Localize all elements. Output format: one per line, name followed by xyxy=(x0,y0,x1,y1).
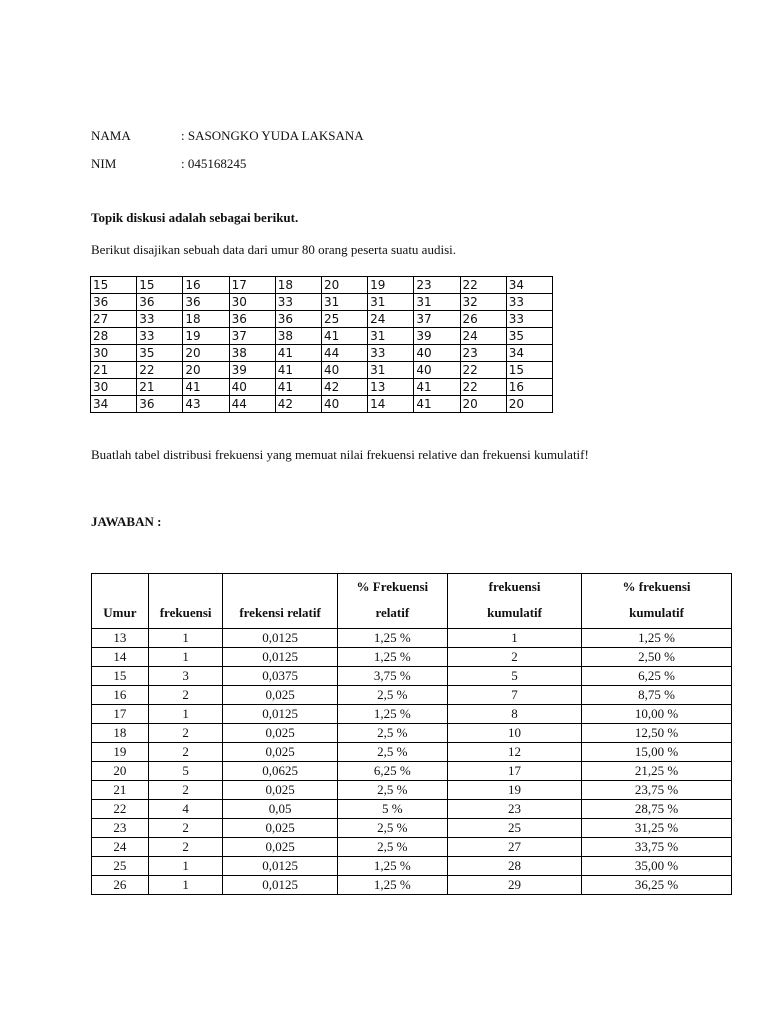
data-cell: 23 xyxy=(460,345,506,362)
table-row xyxy=(92,781,732,800)
frekuensi-cell: 4 xyxy=(148,800,223,819)
data-cell: 16 xyxy=(506,379,552,396)
umur-cell: 21 xyxy=(92,781,149,800)
data-cell: 27 xyxy=(91,311,137,328)
data-cell: 18 xyxy=(275,277,321,294)
data-cell: 37 xyxy=(414,311,460,328)
pct-relatif-cell: 2,5 % xyxy=(337,838,447,857)
pct-relatif-cell: 5 % xyxy=(337,800,447,819)
header-pct-kumulatif-line2: kumulatif xyxy=(629,605,684,620)
data-cell: 17 xyxy=(229,277,275,294)
data-cell: 34 xyxy=(91,396,137,413)
frekuensi-cell: 2 xyxy=(148,838,223,857)
pct-kumulatif-cell: 36,25 % xyxy=(582,876,732,895)
umur-cell: 25 xyxy=(92,857,149,876)
data-cell: 34 xyxy=(506,277,552,294)
data-cell: 33 xyxy=(275,294,321,311)
data-cell: 31 xyxy=(414,294,460,311)
data-cell: 36 xyxy=(91,294,137,311)
pct-relatif-cell: 1,25 % xyxy=(337,876,447,895)
relatif-cell: 0,0125 xyxy=(223,876,337,895)
relatif-cell: 0,0625 xyxy=(223,762,337,781)
pct-relatif-cell: 2,5 % xyxy=(337,781,447,800)
table-row xyxy=(92,800,732,819)
data-cell: 33 xyxy=(368,345,414,362)
pct-kumulatif-cell: 15,00 % xyxy=(582,743,732,762)
topic-heading: Topik diskusi adalah sebagai berikut. xyxy=(91,210,299,225)
frekuensi-cell: 2 xyxy=(148,781,223,800)
umur-cell: 26 xyxy=(92,876,149,895)
table-row xyxy=(92,857,732,876)
data-cell: 33 xyxy=(506,294,552,311)
data-cell: 32 xyxy=(460,294,506,311)
pct-kumulatif-cell: 10,00 % xyxy=(582,705,732,724)
frekuensi-cell: 3 xyxy=(148,667,223,686)
data-cell: 38 xyxy=(229,345,275,362)
data-cell: 19 xyxy=(183,328,229,345)
kumulatif-cell: 12 xyxy=(448,743,582,762)
kumulatif-cell: 7 xyxy=(448,686,582,705)
data-cell: 16 xyxy=(183,277,229,294)
data-cell: 34 xyxy=(506,345,552,362)
raw-data-table xyxy=(90,276,553,413)
header-pct-relatif xyxy=(337,574,447,629)
kumulatif-cell: 27 xyxy=(448,838,582,857)
frekuensi-cell: 1 xyxy=(148,629,223,648)
header-kumulatif-line1: frekuensi xyxy=(488,579,541,594)
instruction-text: Buatlah tabel distribusi frekuensi yang memuat nilai frekuensi relative dan frekuensi kumulatif! xyxy=(91,447,589,462)
data-cell: 13 xyxy=(368,379,414,396)
frekuensi-cell: 2 xyxy=(148,686,223,705)
intro-text: Berikut disajikan sebuah data dari umur 80 orang peserta suatu audisi. xyxy=(91,242,456,257)
data-cell: 40 xyxy=(321,396,367,413)
pct-relatif-cell: 2,5 % xyxy=(337,686,447,705)
data-cell: 23 xyxy=(414,277,460,294)
pct-relatif-cell: 2,5 % xyxy=(337,743,447,762)
data-cell: 42 xyxy=(275,396,321,413)
data-cell: 30 xyxy=(91,379,137,396)
data-cell: 20 xyxy=(183,345,229,362)
relatif-cell: 0,025 xyxy=(223,781,337,800)
data-cell: 22 xyxy=(460,277,506,294)
data-cell: 44 xyxy=(229,396,275,413)
data-cell: 33 xyxy=(137,328,183,345)
kumulatif-cell: 8 xyxy=(448,705,582,724)
pct-relatif-cell: 3,75 % xyxy=(337,667,447,686)
frekuensi-cell: 2 xyxy=(148,819,223,838)
data-cell: 25 xyxy=(321,311,367,328)
freq-header-row xyxy=(92,574,732,629)
jawaban-label: JAWABAN : xyxy=(91,514,162,529)
pct-kumulatif-cell: 33,75 % xyxy=(582,838,732,857)
frequency-distribution-table xyxy=(91,573,732,895)
frekuensi-cell: 2 xyxy=(148,724,223,743)
table-row xyxy=(92,838,732,857)
data-cell: 35 xyxy=(137,345,183,362)
data-cell: 30 xyxy=(91,345,137,362)
pct-kumulatif-cell: 8,75 % xyxy=(582,686,732,705)
relatif-cell: 0,0125 xyxy=(223,705,337,724)
table-row xyxy=(92,667,732,686)
data-row xyxy=(91,362,553,379)
pct-kumulatif-cell: 6,25 % xyxy=(582,667,732,686)
table-row xyxy=(92,686,732,705)
relatif-cell: 0,025 xyxy=(223,838,337,857)
data-cell: 18 xyxy=(183,311,229,328)
table-row xyxy=(92,724,732,743)
data-cell: 24 xyxy=(460,328,506,345)
data-cell: 14 xyxy=(368,396,414,413)
nim-value: : 045168245 xyxy=(181,156,247,171)
data-cell: 22 xyxy=(460,379,506,396)
pct-relatif-cell: 2,5 % xyxy=(337,819,447,838)
pct-kumulatif-cell: 35,00 % xyxy=(582,857,732,876)
umur-cell: 22 xyxy=(92,800,149,819)
data-cell: 43 xyxy=(183,396,229,413)
header-pct-relatif-line2: relatif xyxy=(375,605,410,620)
frekuensi-cell: 2 xyxy=(148,743,223,762)
data-cell: 31 xyxy=(368,328,414,345)
data-row xyxy=(91,328,553,345)
data-row xyxy=(91,345,553,362)
kumulatif-cell: 1 xyxy=(448,629,582,648)
relatif-cell: 0,0125 xyxy=(223,857,337,876)
table-row xyxy=(92,876,732,895)
data-cell: 41 xyxy=(414,379,460,396)
kumulatif-cell: 23 xyxy=(448,800,582,819)
data-cell: 21 xyxy=(137,379,183,396)
frekuensi-cell: 1 xyxy=(148,705,223,724)
kumulatif-cell: 28 xyxy=(448,857,582,876)
data-cell: 19 xyxy=(368,277,414,294)
data-cell: 36 xyxy=(137,396,183,413)
pct-relatif-cell: 1,25 % xyxy=(337,857,447,876)
data-cell: 33 xyxy=(506,311,552,328)
data-cell: 41 xyxy=(275,362,321,379)
relatif-cell: 0,0125 xyxy=(223,648,337,667)
data-cell: 44 xyxy=(321,345,367,362)
nim-line xyxy=(91,156,246,172)
relatif-cell: 0,0125 xyxy=(223,629,337,648)
data-cell: 21 xyxy=(91,362,137,379)
kumulatif-cell: 29 xyxy=(448,876,582,895)
table-row xyxy=(92,705,732,724)
data-cell: 22 xyxy=(460,362,506,379)
data-cell: 40 xyxy=(414,345,460,362)
nama-label: NAMA xyxy=(91,128,131,143)
data-cell: 15 xyxy=(137,277,183,294)
nim-label: NIM xyxy=(91,156,117,171)
data-cell: 24 xyxy=(368,311,414,328)
relatif-cell: 0,025 xyxy=(223,819,337,838)
data-row xyxy=(91,294,553,311)
pct-kumulatif-cell: 2,50 % xyxy=(582,648,732,667)
data-cell: 31 xyxy=(368,294,414,311)
kumulatif-cell: 5 xyxy=(448,667,582,686)
table-row xyxy=(92,743,732,762)
umur-cell: 13 xyxy=(92,629,149,648)
data-cell: 42 xyxy=(321,379,367,396)
data-cell: 40 xyxy=(321,362,367,379)
data-cell: 33 xyxy=(137,311,183,328)
data-cell: 37 xyxy=(229,328,275,345)
data-cell: 41 xyxy=(321,328,367,345)
pct-kumulatif-cell: 1,25 % xyxy=(582,629,732,648)
frekuensi-cell: 1 xyxy=(148,857,223,876)
umur-cell: 19 xyxy=(92,743,149,762)
umur-cell: 24 xyxy=(92,838,149,857)
header-frekuensi-relatif: frekensi relatif xyxy=(223,574,337,629)
data-cell: 36 xyxy=(183,294,229,311)
kumulatif-cell: 25 xyxy=(448,819,582,838)
data-cell: 20 xyxy=(321,277,367,294)
table-row xyxy=(92,648,732,667)
umur-cell: 14 xyxy=(92,648,149,667)
header-pct-relatif-line1: % Frekuensi xyxy=(356,579,429,594)
data-cell: 26 xyxy=(460,311,506,328)
data-cell: 36 xyxy=(137,294,183,311)
header-umur: Umur xyxy=(92,574,149,629)
relatif-cell: 0,05 xyxy=(223,800,337,819)
umur-cell: 15 xyxy=(92,667,149,686)
kumulatif-cell: 10 xyxy=(448,724,582,743)
pct-kumulatif-cell: 23,75 % xyxy=(582,781,732,800)
umur-cell: 16 xyxy=(92,686,149,705)
pct-kumulatif-cell: 21,25 % xyxy=(582,762,732,781)
header-pct-kumulatif xyxy=(582,574,732,629)
umur-cell: 23 xyxy=(92,819,149,838)
pct-relatif-cell: 1,25 % xyxy=(337,648,447,667)
data-cell: 20 xyxy=(183,362,229,379)
relatif-cell: 0,025 xyxy=(223,686,337,705)
relatif-cell: 0,025 xyxy=(223,724,337,743)
data-cell: 31 xyxy=(368,362,414,379)
data-cell: 15 xyxy=(506,362,552,379)
pct-relatif-cell: 1,25 % xyxy=(337,705,447,724)
header-kumulatif-line2: kumulatif xyxy=(487,605,542,620)
nama-line xyxy=(91,128,364,144)
data-cell: 20 xyxy=(460,396,506,413)
data-cell: 39 xyxy=(229,362,275,379)
nama-value: : SASONGKO YUDA LAKSANA xyxy=(181,128,364,143)
umur-cell: 20 xyxy=(92,762,149,781)
header-kumulatif xyxy=(448,574,582,629)
umur-cell: 18 xyxy=(92,724,149,743)
data-row xyxy=(91,379,553,396)
pct-kumulatif-cell: 12,50 % xyxy=(582,724,732,743)
data-cell: 40 xyxy=(229,379,275,396)
data-cell: 15 xyxy=(91,277,137,294)
data-cell: 41 xyxy=(414,396,460,413)
table-row xyxy=(92,762,732,781)
header-frekuensi: frekuensi xyxy=(148,574,223,629)
data-row xyxy=(91,396,553,413)
umur-cell: 17 xyxy=(92,705,149,724)
data-cell: 20 xyxy=(506,396,552,413)
relatif-cell: 0,025 xyxy=(223,743,337,762)
data-cell: 41 xyxy=(183,379,229,396)
data-cell: 36 xyxy=(275,311,321,328)
pct-kumulatif-cell: 31,25 % xyxy=(582,819,732,838)
data-cell: 28 xyxy=(91,328,137,345)
frekuensi-cell: 1 xyxy=(148,648,223,667)
pct-kumulatif-cell: 28,75 % xyxy=(582,800,732,819)
data-cell: 30 xyxy=(229,294,275,311)
frekuensi-cell: 5 xyxy=(148,762,223,781)
table-row xyxy=(92,819,732,838)
data-cell: 38 xyxy=(275,328,321,345)
table-row xyxy=(92,629,732,648)
data-cell: 41 xyxy=(275,345,321,362)
kumulatif-cell: 17 xyxy=(448,762,582,781)
frekuensi-cell: 1 xyxy=(148,876,223,895)
data-cell: 35 xyxy=(506,328,552,345)
data-cell: 41 xyxy=(275,379,321,396)
data-cell: 40 xyxy=(414,362,460,379)
data-row xyxy=(91,311,553,328)
data-cell: 31 xyxy=(321,294,367,311)
data-cell: 39 xyxy=(414,328,460,345)
kumulatif-cell: 19 xyxy=(448,781,582,800)
pct-relatif-cell: 6,25 % xyxy=(337,762,447,781)
header-pct-kumulatif-line1: % frekuensi xyxy=(622,579,691,594)
pct-relatif-cell: 1,25 % xyxy=(337,629,447,648)
pct-relatif-cell: 2,5 % xyxy=(337,724,447,743)
kumulatif-cell: 2 xyxy=(448,648,582,667)
data-cell: 36 xyxy=(229,311,275,328)
data-cell: 22 xyxy=(137,362,183,379)
data-row xyxy=(91,277,553,294)
relatif-cell: 0,0375 xyxy=(223,667,337,686)
